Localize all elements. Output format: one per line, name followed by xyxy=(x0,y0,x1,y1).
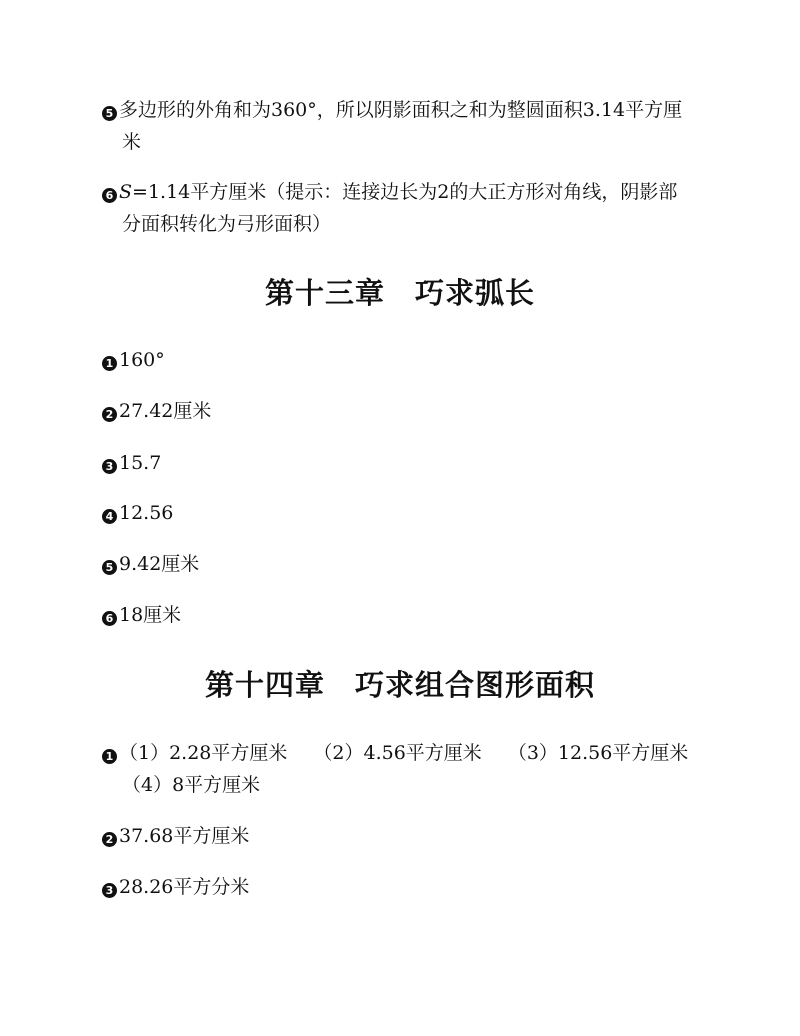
answer-part: （2）4.56平方厘米 xyxy=(313,742,482,764)
number-marker: 3 xyxy=(102,883,117,898)
number-marker: 2 xyxy=(102,407,117,422)
answer-text-continued: 分面积转化为弓形面积） xyxy=(122,213,332,235)
answer-item xyxy=(102,548,712,580)
answer-item xyxy=(102,94,712,158)
answer-item xyxy=(102,497,712,529)
answer-text: 160° xyxy=(119,349,165,371)
answer-text: 27.42厘米 xyxy=(119,400,212,422)
chapter-number: 第十四章 xyxy=(204,668,325,702)
answer-text: 15.7 xyxy=(119,452,162,474)
answer-item xyxy=(102,344,712,376)
number-marker: 1 xyxy=(102,356,117,371)
number-marker: 1 xyxy=(102,749,117,764)
answer-part: （3）12.56平方厘米 xyxy=(507,742,689,764)
answer-part: （4）8平方厘米 xyxy=(122,774,261,796)
answer-text: 多边形的外角和为360°，所以阴影面积之和为整圆面积3.14平方厘 xyxy=(119,99,683,121)
chapter-title: 巧求组合图形面积 xyxy=(355,668,596,702)
answer-item xyxy=(102,176,712,240)
answer-text: 37.68平方厘米 xyxy=(119,825,250,847)
answer-part: （1）2.28平方厘米 xyxy=(119,742,288,764)
number-marker: 2 xyxy=(102,832,117,847)
number-marker: 5 xyxy=(102,560,117,575)
answer-text: 9.42厘米 xyxy=(119,553,200,575)
answer-text: 18厘米 xyxy=(119,604,182,626)
answer-item xyxy=(102,447,712,479)
number-marker: 4 xyxy=(102,509,117,524)
chapter-number: 第十三章 xyxy=(264,276,385,310)
answer-item xyxy=(102,871,712,903)
answer-item xyxy=(102,820,712,852)
number-marker: 6 xyxy=(102,188,117,203)
answer-text-continued: 米 xyxy=(122,131,142,153)
answer-text: =1.14平方厘米（提示：连接边长为2的大正方形对角线，阴影部 xyxy=(132,181,678,203)
answer-item xyxy=(102,737,712,801)
number-marker: 5 xyxy=(102,106,117,121)
chapter-title: 巧求弧长 xyxy=(415,276,536,310)
number-marker: 3 xyxy=(102,459,117,474)
answer-text: 28.26平方分米 xyxy=(119,876,250,898)
answer-item xyxy=(102,599,712,631)
answer-text: 12.56 xyxy=(119,502,174,524)
chapter-heading xyxy=(0,665,800,705)
variable-symbol: S xyxy=(119,181,133,203)
answer-item xyxy=(102,395,712,427)
number-marker: 6 xyxy=(102,611,117,626)
chapter-heading xyxy=(0,273,800,313)
